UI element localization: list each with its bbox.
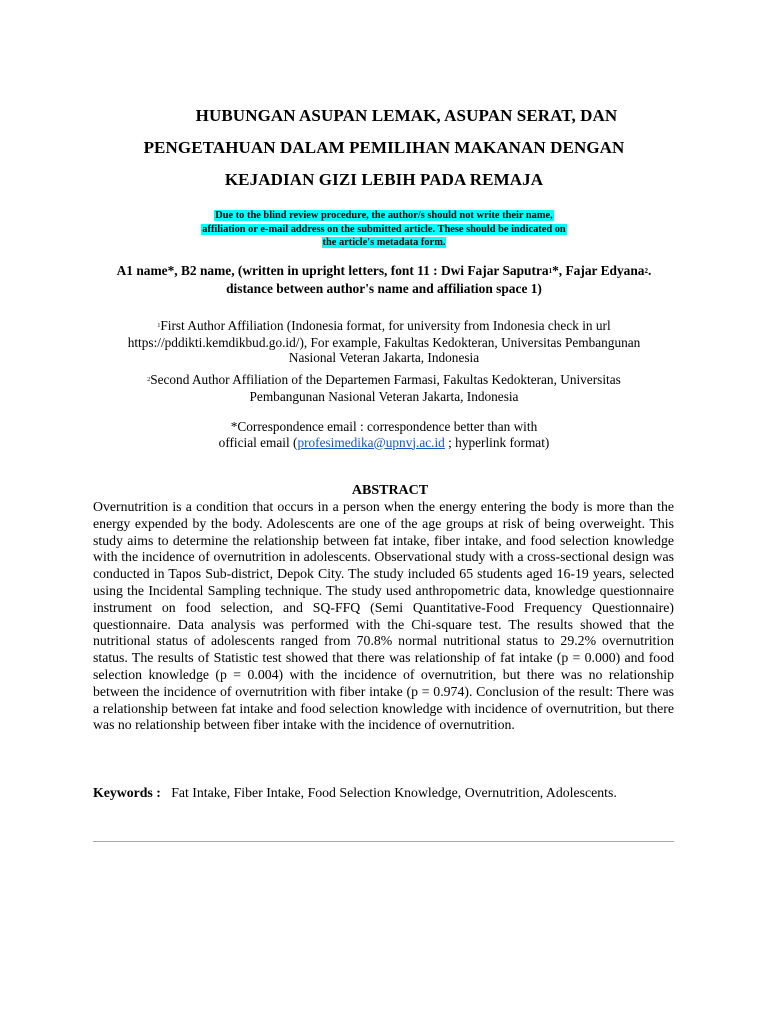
- notice-line-3: the article's metadata form.: [322, 237, 446, 248]
- title-line-1: HUBUNGAN ASUPAN LEMAK, ASUPAN SERAT, DAN: [195, 106, 618, 125]
- author-names-prefix: A1 name*, B2 name, (written in upright letters, font 11 : Dwi Fajar Saputra: [116, 263, 549, 278]
- first-affiliation-line-3: Nasional Veteran Jakarta, Indonesia: [288, 350, 480, 365]
- author-names-mid: *, Fajar Edyana: [552, 263, 645, 278]
- keywords-text: Fat Intake, Fiber Intake, Food Selection Knowledge, Overnutrition, Adolescents.: [171, 785, 617, 800]
- author-sup-1: 1: [548, 267, 553, 275]
- author-names-end: .: [647, 263, 652, 278]
- blind-review-notice: [0, 209, 768, 250]
- affiliation-sup-1: 1: [157, 323, 161, 329]
- abstract-body: Overnutrition is a condition that occurs in a person when the energy entering the body is more than the energy expended by the body. Adolescents are one of the age groups at risk of being overweight. This study aims to determine the relationship between fat intake, fiber intake, and food selection knowledge with the incidence of overnutrition in adolescents. Observational study with a cross-sectional design was conducted in Tapos Sub-district, Depok City. The study included 65 students aged 16-19 years, selected using the Incidental Sampling technique. The study used anthropometric data, knowledge questionnaire instrument on food selection, and SQ-FFQ (Semi Quantitative-Food Frequency Questionnaire) questionnaire. Data analysis was performed with the Chi-square test. The results showed that the nutritional status of adolescents ranged from 70.8% normal nutritional status to 29.2% overnutrition status. The results of Statistic test showed that there was relationship of fat intake (p = 0.000) and food selection knowledge (p = 0.004) with the incidence of overnutrition, but there was no relationship between the incidence of overnutrition with fiber intake (p = 0.974). Conclusion of the result: There was a relationship between fat intake and food selection knowledge with incidence of overnutrition, but there was no relationship between fiber intake with the incidence of overnutrition.: [93, 499, 674, 733]
- correspondence-prefix: official email (: [218, 434, 298, 450]
- notice-line-1: Due to the blind review procedure, the author/s should not write their name,: [215, 210, 553, 221]
- author-line-1: [0, 262, 768, 280]
- author-block: [0, 262, 768, 297]
- title-line-3: KEJADIAN GIZI LEBIH PADA REMAJA: [224, 170, 544, 189]
- first-affiliation-line-1: First Author Affiliation (Indonesia format, for university from Indonesia check in url: [160, 318, 611, 333]
- correspondence-suffix: ; hyperlink format): [444, 434, 550, 450]
- second-affiliation-line-1: Second Author Affiliation of the Departemen Farmasi, Fakultas Kedokteran, Universitas: [150, 372, 621, 387]
- section-divider: [93, 841, 674, 842]
- second-affiliation: [0, 372, 768, 404]
- first-affiliation: [0, 318, 768, 366]
- affiliation-sup-2: 2: [147, 377, 151, 383]
- author-sup-2: 2: [644, 267, 648, 275]
- abstract-heading: ABSTRACT: [351, 483, 429, 498]
- title-line-2: PENGETAHUAN DALAM PEMILIHAN MAKANAN DENGAN: [143, 138, 625, 157]
- first-affiliation-line-2: https://pddikti.kemdikbud.go.id/), For example, Fakultas Kedokteran, Universitas Pembangunan: [127, 334, 641, 350]
- notice-line-2: affiliation or e-mail address on the submitted article. These should be indicated on: [202, 223, 566, 235]
- correspondence-email-link[interactable]: profesimedika@upnvj.ac.id: [297, 434, 445, 450]
- keywords-block: [93, 784, 674, 801]
- correspondence-block: [0, 419, 768, 450]
- author-line-2: distance between author's name and affiliation space 1): [226, 281, 542, 296]
- correspondence-line-1: *Correspondence email : correspondence better than with: [230, 419, 538, 434]
- second-affiliation-line-2: Pembangunan Nasional Veteran Jakarta, Indonesia: [249, 388, 519, 404]
- paper-title: [0, 100, 768, 196]
- keywords-label: Keywords :: [93, 785, 161, 800]
